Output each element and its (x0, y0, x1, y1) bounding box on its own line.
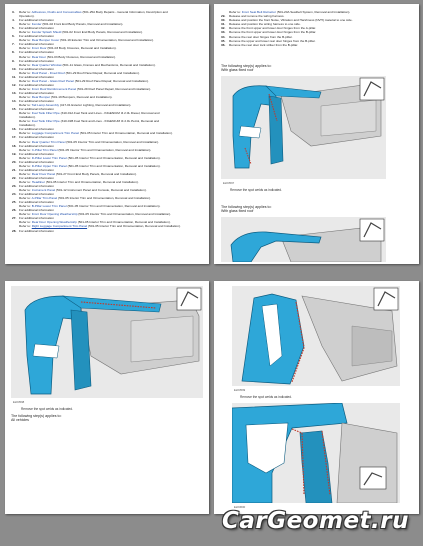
step-number: 22. (12, 175, 17, 180)
step-item (221, 43, 413, 47)
step-text: For additional information (19, 159, 54, 164)
step-number: 20. (12, 159, 17, 164)
step-text-suffix: (501-05 Interior Trim and Ornamentation, Removal and Installation). (44, 179, 139, 184)
reference-link[interactable]: Right Luggage Compartment Trim Panel (31, 224, 88, 229)
step-number: 8. (12, 50, 15, 55)
reference-link[interactable]: Rear Quarter Trim Panel (31, 139, 66, 144)
reference-link[interactable]: B-Pillar Lower Trim Panel (31, 204, 67, 209)
step-number: 13. (12, 90, 17, 95)
step-text: Refer to: (19, 94, 32, 99)
step-text: Refer to: (19, 188, 32, 193)
step-text: Remove the front upper and lower door hinges from the A-pillar. (229, 26, 317, 31)
figure-id: E223598 (13, 400, 25, 404)
step-text: For additional information (19, 107, 54, 112)
figure-caption: Remove the spot welds as indicated. (240, 395, 292, 399)
step-text: For additional information (19, 167, 54, 172)
step-number: 17. (12, 135, 17, 140)
reference-link[interactable]: Roof Panel - Glass Roof Panel (31, 78, 74, 83)
vehicle-pillar-diagram (232, 286, 400, 386)
step-text: Refer to: (19, 131, 32, 136)
step-number: 31. (221, 22, 226, 27)
vehicle-body-diagram (221, 76, 386, 179)
reference-link[interactable]: Fender (31, 22, 42, 27)
step-text: Remove the rear door lock striker from the B-pillar. (229, 42, 299, 47)
step-text-suffix: (501-05 Interior Trim and Ornamentation, Removal and Installation). (76, 220, 171, 225)
step-text: For additional information (19, 228, 54, 233)
reference-link[interactable]: Fuel Tank Filler Pipe (31, 119, 60, 124)
step-text: Refer to: (19, 78, 32, 83)
step-number: 7. (12, 42, 15, 47)
step-number: 15. (12, 107, 17, 112)
step-text-suffix: (310-01B Fuel Tank and Lines - INGENIUM I4 2.0L Petrol, Removal and (59, 119, 160, 124)
step-text: For additional information (19, 143, 54, 148)
step-number: 27. (12, 216, 17, 221)
step-text-suffix: (501-03 Body Closures, Removal and Installation). (46, 46, 117, 51)
step-text: For additional information (19, 208, 54, 213)
step-text: For additional information (19, 216, 54, 221)
step-text: For additional information (19, 90, 54, 95)
step-number: 35. (221, 38, 226, 43)
step-number: 25. (12, 200, 17, 205)
figure-id: E223600 (234, 505, 246, 509)
step-text: Refer to: (19, 62, 32, 67)
applies-note: The following step(s) applies to: All vehicles (11, 414, 62, 423)
step-text-suffix: (501-05 Interior Trim and Ornamentation, Removal and Installation). (57, 196, 151, 201)
step-text: For additional information (19, 74, 54, 79)
reference-link[interactable]: Roof Panel - Fixed Roof (31, 70, 65, 75)
step-text-suffix: (501-05 Interior Trim and Ornamentation, Removal and Installation). (66, 163, 161, 168)
step-text-suffix: (501-05 Interior Trim and Ornamentation, Removal and Installation). (57, 147, 152, 152)
step-text-suffix: (501-29 Roof Panel Repair, Removal and Installation). (73, 78, 149, 83)
reference-link[interactable]: Fuel Tank Filler Pipe (31, 111, 60, 116)
step-number: 36. (221, 42, 226, 47)
document-page-3 (5, 281, 209, 514)
step-text-suffix: (501-19 Exterior Trim and Ornamentation, Removal and Installation). (59, 38, 154, 43)
step-text: Installation). (19, 123, 36, 128)
step-number: 11. (12, 74, 17, 79)
reference-link[interactable]: Rear Quarter Window (31, 62, 62, 67)
step-number: 18. (12, 143, 17, 148)
step-text: For additional information (19, 66, 54, 71)
procedure-steps-list (221, 10, 413, 47)
reference-link[interactable]: D-Pillar Upper Trim Panel (31, 163, 67, 168)
step-number: 10. (12, 66, 17, 71)
step-text-suffix: (501-20A Seatbelt System, Removal and Installation). (275, 10, 351, 14)
step-number: 6. (12, 34, 15, 39)
step-text: Refer to: (19, 179, 32, 184)
step-text: For additional information (19, 127, 54, 132)
step-text: Release and position the wiring harness to one side. (229, 22, 301, 27)
reference-link[interactable]: Rear Door (31, 54, 47, 59)
reference-link[interactable]: Front Seat Belt Retractor (241, 10, 276, 14)
step-number: 26. (12, 208, 17, 213)
reference-link[interactable]: Front Door Opening Weatherstrip (31, 212, 78, 217)
figure-caption: Remove the spot welds as indicated. (21, 407, 73, 411)
step-text: For additional information (19, 50, 54, 55)
step-text: Refer to: (19, 224, 32, 229)
step-item (12, 229, 204, 233)
step-text-suffix: (501-02 Front End Body Panels, Removal and Installation). (61, 30, 144, 35)
step-text: For additional information (19, 192, 54, 197)
step-text: Refer to: (19, 10, 32, 14)
step-text: Refer to: (19, 103, 32, 108)
reference-link[interactable]: D-Pillar Lower Trim Panel (31, 155, 67, 160)
reference-link[interactable]: A-Pillar Trim Panel (31, 196, 58, 201)
reference-link[interactable]: Fender Splash Shield (31, 30, 62, 35)
step-number: 28. (12, 228, 17, 233)
step-number: 14. (12, 99, 17, 104)
step-text: For additional information (19, 151, 54, 156)
reference-link[interactable]: Headliner (31, 179, 45, 184)
step-number: 21. (12, 167, 17, 172)
step-text-suffix: (501-05 Interior Trim and Ornamentation, Removal and Installation). (77, 212, 172, 217)
step-text-suffix: (310-01A Fuel Tank and Lines - INGENIUM I4 2.0L Diesel, Removal and (59, 111, 160, 116)
step-text: For additional information (19, 58, 54, 63)
reference-link[interactable]: Adhesives, Fluids and Consumables (31, 10, 82, 14)
step-text: Refer to: (19, 155, 32, 160)
reference-link[interactable]: Rear Floor Panel (31, 171, 56, 176)
step-text: Refer to: (19, 22, 32, 27)
step-text: For additional information (19, 99, 54, 104)
step-text: Refer to: (19, 30, 32, 35)
step-text: For additional information (19, 42, 54, 47)
step-text-suffix: (501-19 Bumpers, Removal and Installation). (50, 94, 113, 99)
step-text: Refer to: (19, 70, 32, 75)
step-text: Installation). (19, 115, 36, 120)
step-text: For additional information (19, 82, 54, 87)
step-text-suffix: (501-25A Body Repairs - General Information, Description and (81, 10, 168, 14)
step-text: For additional information (19, 184, 54, 189)
step-number: 33. (221, 30, 226, 35)
step-text: Refer to: (19, 196, 32, 201)
reference-link[interactable]: Rear Door Opening Weatherstrip (31, 220, 77, 225)
body-side-illustration-2 (221, 217, 386, 262)
step-text-suffix: (501-12 Instrument Panel and Console, Removal and Installation). (55, 188, 147, 193)
step-text-suffix: (501-05 Interior Trim and Ornamentation, Removal and Installation). (79, 131, 173, 136)
step-text-suffix: (501-11 Glass, Frames and Mechanisms, Removal and Installation). (61, 62, 156, 67)
step-text: For additional information (19, 34, 54, 39)
reference-link[interactable]: Rear Bumper Cover (31, 38, 60, 43)
step-text: Release and remove the wiring harness. (229, 14, 285, 19)
door-opening-illustration (232, 403, 400, 503)
step-text-suffix: (417-01 Exterior Lighting, Removal and Installation). (59, 103, 132, 108)
step-text: Refer to: (19, 212, 32, 217)
step-text-suffix: (501-27 Front End Body Panels, Removal and Installation). (55, 171, 137, 176)
step-number: 34. (221, 34, 226, 39)
vehicle-body-diagram (221, 217, 386, 262)
figure-caption: Remove the spot welds as indicated. (230, 188, 282, 192)
step-text-suffix: (501-29 Roof Panel Repair, Removal and Installation). (64, 70, 140, 75)
vehicle-door-opening-diagram (232, 403, 400, 503)
reference-link[interactable]: Luggage Compartment Trim Panel (31, 131, 80, 136)
body-side-illustration (11, 286, 203, 398)
step-text: Refer to: (19, 38, 32, 43)
reference-link[interactable]: Rear Bumper (31, 94, 51, 99)
step-number: 24. (12, 192, 17, 197)
step-text: Release and position the front Noise, Vibration and Harshness (NVH) material to one side. (229, 18, 353, 23)
step-text: Operation). (19, 14, 35, 19)
step-text-suffix: (501-29 Roof Panel Repair, Removal and Installation). (76, 86, 152, 91)
procedure-steps-list (12, 10, 204, 233)
step-number: 32. (221, 26, 226, 31)
step-number: 23. (12, 184, 17, 189)
step-text: Refer to: (19, 46, 32, 51)
step-text: Refer to: (19, 86, 32, 91)
step-text: Refer to: (19, 220, 32, 225)
step-text: Refer to: (19, 54, 32, 59)
figure-id: E223597 (223, 181, 235, 185)
step-text: Remove the upper and lower rear door hinges from the B-pillar. (229, 38, 316, 43)
reference-link[interactable]: Instrument Panel (31, 188, 56, 193)
vehicle-body-diagram (11, 286, 203, 398)
step-text-suffix: (501-03 Body Closures, Removal and Installation). (46, 54, 117, 59)
step-number: 19. (12, 151, 17, 156)
step-text-suffix: (501-05 Interior Trim and Ornamentation, Removal and Installation). (87, 224, 181, 229)
step-text: For additional information (19, 200, 54, 205)
step-text: Remove the front upper and lower door hinges from the B-pillar. (229, 30, 317, 35)
step-text: Refer to: (19, 119, 32, 124)
step-number: 29. (221, 14, 226, 19)
step-number: 9. (12, 58, 15, 63)
step-text-suffix: (501-05 Interior Trim and Ornamentation, Removal and Installation). (66, 204, 161, 209)
step-number: 3. (12, 10, 15, 14)
document-page-4 (214, 281, 419, 514)
step-text: For additional information (19, 26, 54, 31)
step-text-suffix: (501-05 Interior Trim and Ornamentation, Removal and Installation). (66, 155, 161, 160)
step-text: Refer to: (19, 147, 32, 152)
document-page-2 (214, 4, 419, 264)
step-text-suffix: (501-05 Interior Trim and Ornamentation, Removal and Installation). (65, 139, 160, 144)
step-text-suffix: (501-02 Front End Body Panels, Removal and Installation). (41, 22, 124, 27)
step-text: For additional information (19, 135, 54, 140)
step-text: Refer to: (19, 204, 32, 209)
step-text: For additional information (19, 175, 54, 180)
reference-link[interactable]: Front Door (31, 46, 47, 51)
document-page-1 (5, 4, 209, 264)
step-text: Refer to: (19, 163, 32, 168)
step-text: For additional information (19, 18, 54, 23)
step-number: 16. (12, 127, 17, 132)
applies-note: The following step(s) applies to: With glass fixed roof (221, 205, 272, 214)
pillar-illustration (232, 286, 400, 386)
body-side-illustration (221, 76, 386, 179)
step-number: 12. (12, 82, 17, 87)
step-text: Refer to: (19, 111, 32, 116)
step-text: Refer to: (229, 10, 242, 14)
reference-link[interactable]: Tail Lamp Assembly (31, 103, 60, 108)
step-text: Remove the rear door hinges from the B-pillar. (229, 34, 293, 39)
step-number: 4. (12, 18, 15, 23)
figure-id: E223599 (234, 388, 246, 392)
step-number: 5. (12, 26, 15, 31)
reference-link[interactable]: Front Roof Reinforcement Panel (31, 86, 77, 91)
site-watermark: CarGeomet.ru (221, 508, 409, 534)
applies-note: The following step(s) applies to: With glass fixed roof (221, 64, 272, 73)
step-text: Refer to: (19, 139, 32, 144)
step-text: Refer to: (19, 171, 32, 176)
step-number: 30. (221, 18, 226, 23)
reference-link[interactable]: C-Pillar Trim Panel (31, 147, 58, 152)
